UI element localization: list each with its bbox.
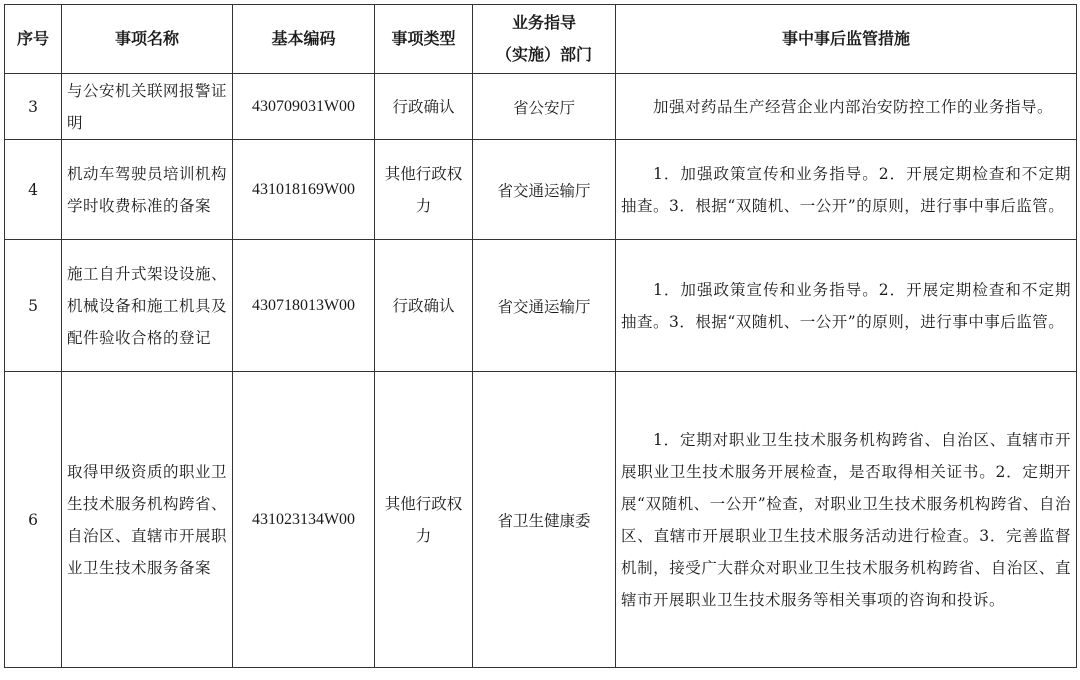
cell-measures-text: 加强对药品生产经营企业内部治安防控工作的业务指导。 — [653, 97, 1054, 116]
header-no: 序号 — [5, 5, 62, 74]
cell-no: 6 — [5, 372, 62, 668]
cell-type: 行政确认 — [375, 74, 473, 140]
cell-no: 4 — [5, 140, 62, 240]
header-dept — [473, 5, 616, 74]
cell-name: 与公安机关联网报警证明 — [62, 74, 233, 140]
cell-name: 取得甲级资质的职业卫生技术服务机构跨省、自治区、直辖市开展职业卫生技术服务备案 — [62, 372, 233, 668]
cell-measures-text: 1．加强政策宣传和业务指导。2．开展定期检查和不定期抽查。3．根据“双随机、一公开”的原则，进行事中事后监管。 — [621, 280, 1071, 331]
cell-code: 430709031W00 — [233, 74, 375, 140]
cell-measures-text: 1．加强政策宣传和业务指导。2．开展定期检查和不定期抽查。3．根据“双随机、一公开”的原则，进行事中事后监管。 — [621, 164, 1071, 215]
cell-dept: 省交通运输厅 — [473, 140, 616, 240]
cell-measures-text: 1．定期对职业卫生技术服务机构跨省、自治区、直辖市开展职业卫生技术服务开展检查，是否取得相关证书。2．定期开展“双随机、一公开”检查，对职业卫生技术服务机构跨省、自治区、直辖市开展职业卫生技术服务活动进行检查。3．完善监督机制，接受广大群众对职业卫生技术服务机构跨省、自治区、直辖市开展职业卫生技术服务等相关事项的咨询和投诉。 — [621, 430, 1071, 609]
header-dept-line1: 业务指导 — [511, 13, 576, 32]
cell-dept: 省交通运输厅 — [473, 240, 616, 372]
cell-no: 3 — [5, 74, 62, 140]
cell-name: 施工自升式架设设施、机械设备和施工机具及配件验收合格的登记 — [62, 240, 233, 372]
table-row — [5, 74, 1077, 140]
cell-name: 机动车驾驶员培训机构学时收费标准的备案 — [62, 140, 233, 240]
cell-type: 其他行政权力 — [375, 140, 473, 240]
cell-code: 431023134W00 — [233, 372, 375, 668]
header-name: 事项名称 — [62, 5, 233, 74]
cell-code: 431018169W00 — [233, 140, 375, 240]
cell-measures — [616, 240, 1077, 372]
table-row — [5, 140, 1077, 240]
cell-dept: 省公安厅 — [473, 74, 616, 140]
cell-type: 行政确认 — [375, 240, 473, 372]
cell-measures — [616, 372, 1077, 668]
table-row — [5, 372, 1077, 668]
cell-code: 430718013W00 — [233, 240, 375, 372]
cell-no: 5 — [5, 240, 62, 372]
cell-measures — [616, 140, 1077, 240]
header-measures: 事中事后监管措施 — [616, 5, 1077, 74]
cell-dept: 省卫生健康委 — [473, 372, 616, 668]
table-row — [5, 240, 1077, 372]
supervision-table — [4, 4, 1077, 668]
header-dept-line2: （实施）部门 — [495, 45, 592, 64]
cell-measures — [616, 74, 1077, 140]
cell-type: 其他行政权力 — [375, 372, 473, 668]
document-page — [4, 4, 1076, 676]
header-code: 基本编码 — [233, 5, 375, 74]
header-row — [5, 5, 1077, 74]
header-type: 事项类型 — [375, 5, 473, 74]
